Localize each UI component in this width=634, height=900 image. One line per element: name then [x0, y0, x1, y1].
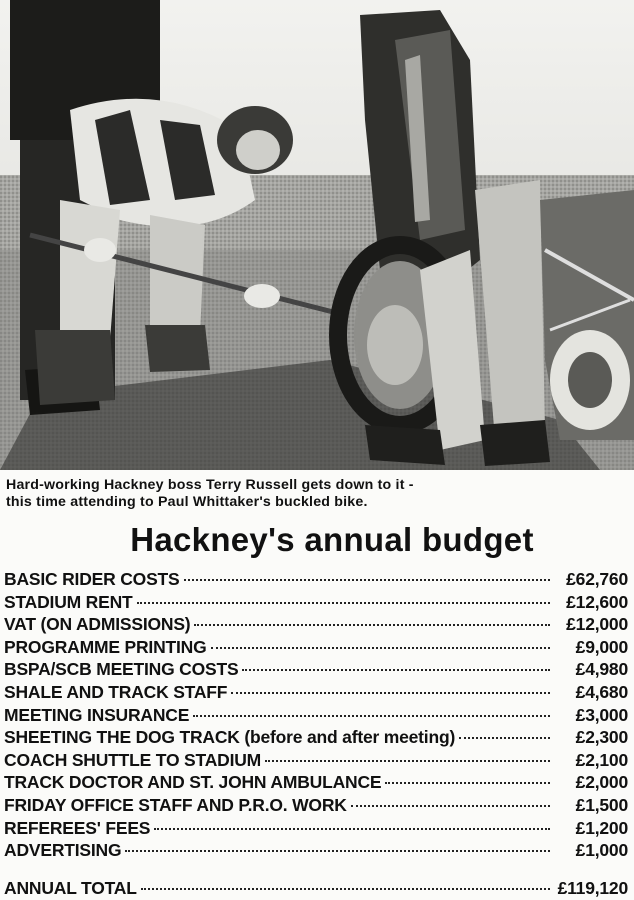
dotted-leader [154, 828, 550, 830]
budget-label: ADVERTISING [4, 840, 122, 861]
budget-row-basic-rider-costs [4, 568, 628, 591]
budget-label: REFEREES' FEES [4, 817, 151, 838]
budget-row-track-doctor [4, 771, 628, 794]
budget-row-coach-shuttle [4, 749, 628, 772]
budget-row-shale-track-staff [4, 681, 628, 704]
budget-row-sheeting-dog-track [4, 726, 628, 749]
total-row [4, 877, 628, 900]
budget-label: MEETING INSURANCE [4, 704, 190, 725]
dotted-leader [194, 624, 550, 626]
budget-label: SHEETING THE DOG TRACK (before and after meeting) [4, 727, 456, 748]
budget-amount: £12,600 [566, 591, 628, 612]
dotted-leader [351, 805, 550, 807]
budget-row-vat [4, 613, 628, 636]
budget-amount: £9,000 [575, 636, 628, 657]
budget-label: BSPA/SCB MEETING COSTS [4, 659, 239, 680]
dotted-leader [265, 760, 550, 762]
budget-amount: £2,100 [575, 749, 628, 770]
dotted-leader [125, 850, 550, 852]
dotted-leader [137, 602, 550, 604]
budget-row-advertising [4, 839, 628, 862]
budget-row-meeting-insurance [4, 704, 628, 727]
budget-amount: £1,500 [575, 794, 628, 815]
budget-amount: £2,000 [575, 772, 628, 793]
page-title: Hackney's annual budget [130, 521, 534, 558]
caption-line-2: this time attending to Paul Whittaker's buckled bike. [6, 494, 368, 510]
dotted-leader [184, 579, 550, 581]
budget-amount: £4,680 [575, 681, 628, 702]
budget-amount: £2,300 [575, 727, 628, 748]
budget-amount: £4,980 [575, 659, 628, 680]
budget-row-stadium-rent [4, 591, 628, 614]
dotted-leader [231, 692, 550, 694]
budget-row-programme-printing [4, 636, 628, 659]
dotted-leader [242, 669, 550, 671]
budget-label: VAT (ON ADMISSIONS) [4, 614, 191, 635]
dotted-leader [211, 647, 550, 649]
budget-amount: £1,000 [575, 840, 628, 861]
budget-label: COACH SHUTTLE TO STADIUM [4, 749, 262, 770]
dotted-leader [141, 888, 550, 890]
dotted-leader [459, 737, 550, 739]
budget-row-friday-office-staff [4, 794, 628, 817]
photo-caption [6, 477, 626, 511]
budget-row-bspa-scb [4, 658, 628, 681]
budget-amount: £3,000 [575, 704, 628, 725]
budget-total [4, 877, 628, 900]
budget-label: TRACK DOCTOR AND ST. JOHN AMBULANCE [4, 772, 382, 793]
budget-list [4, 568, 628, 862]
budget-row-referees-fees [4, 817, 628, 840]
budget-label: FRIDAY OFFICE STAFF AND P.R.O. WORK [4, 794, 347, 815]
budget-amount: £12,000 [566, 614, 628, 635]
budget-label: SHALE AND TRACK STAFF [4, 681, 228, 702]
budget-amount: £62,760 [566, 569, 628, 589]
total-label: ANNUAL TOTAL [4, 878, 137, 898]
budget-amount: £1,200 [575, 817, 628, 838]
total-amount: £119,120 [557, 878, 628, 898]
dotted-leader [385, 782, 550, 784]
budget-label: BASIC RIDER COSTS [4, 569, 180, 589]
dotted-leader [193, 715, 550, 717]
budget-label: STADIUM RENT [4, 591, 133, 612]
caption-line-1: Hard-working Hackney boss Terry Russell gets down to it - [6, 477, 414, 493]
budget-label: PROGRAMME PRINTING [4, 636, 207, 657]
